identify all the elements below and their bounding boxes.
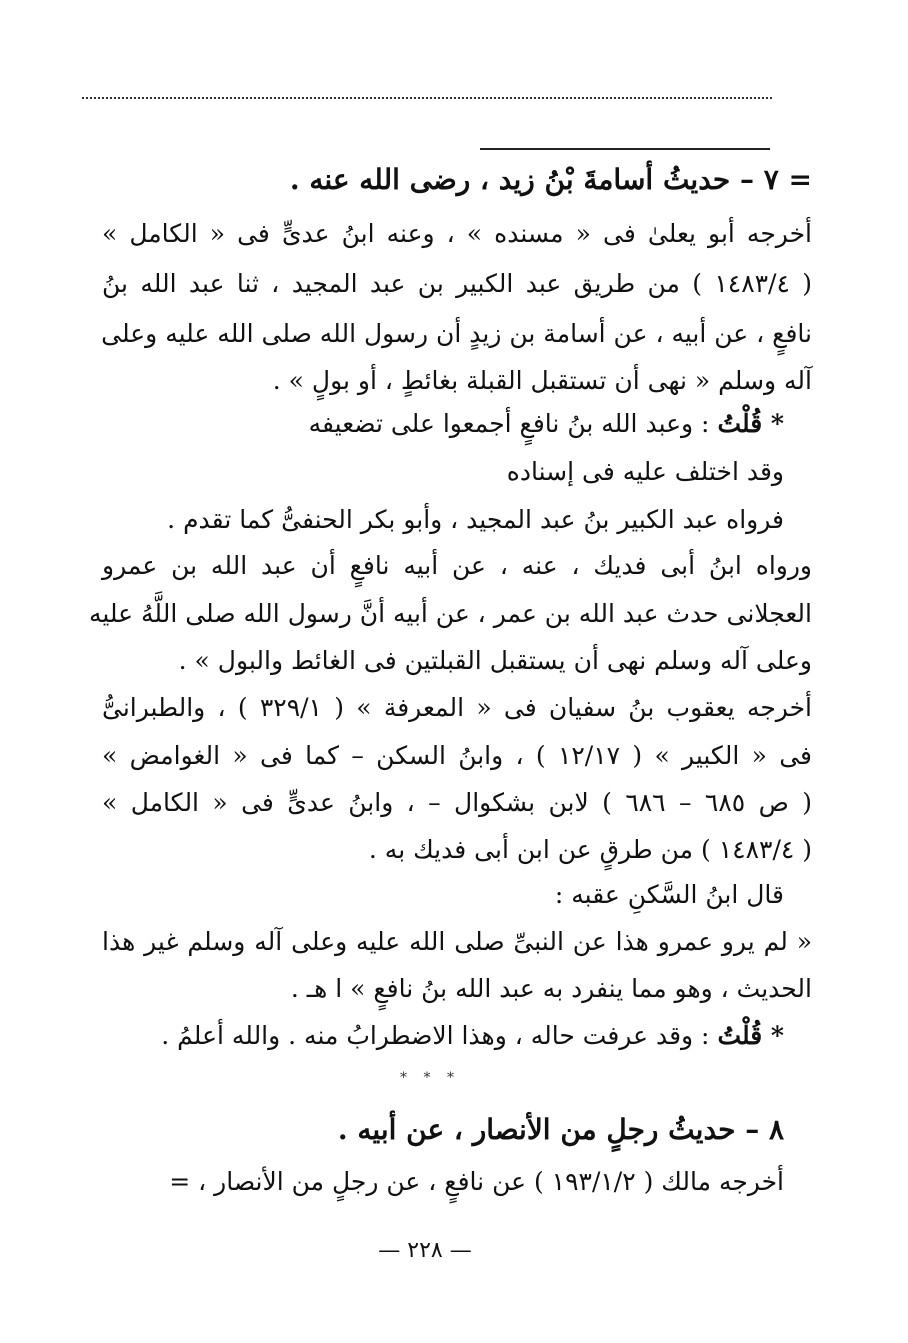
section-7-heading: = ٧ – حديثُ أسامةَ بْنُ زيد ، رضى الله عنه .	[289, 163, 812, 196]
section-8-heading: ٨ – حديثُ رجلٍ من الأنصار ، عن أبيه .	[337, 1113, 784, 1146]
text-line: العجلانى حدث عبد الله بن عمر ، عن أبيه أنَّ رسول الله صلى اللَّهُ عليه	[88, 599, 812, 628]
section-separator: * * *	[400, 1070, 460, 1086]
qultu-paragraph-2	[161, 1016, 784, 1056]
qultu-text: : وعبد الله بنُ نافعٍ أجمعوا على تضعيفه	[308, 409, 710, 438]
quote-line: « لم يرو عمرو هذا عن النبىِّ صلى الله عليه وعلى آله وسلم غير هذا	[102, 927, 812, 956]
text-line: فى « الكبير » ( ١٢/١٧ ) ، وابنُ السكن – كما فى « الغوامض »	[102, 741, 812, 770]
text-line: أخرجه أبو يعلىٰ فى « مسنده » ، وعنه ابنُ عدىٍّ فى « الكامل »	[102, 219, 812, 248]
page-number: — ٢٢٨ —	[378, 1238, 472, 1263]
qultu-text: : وقد عرفت حاله ، وهذا الاضطرابُ منه . والله أعلمُ .	[161, 1021, 710, 1050]
text-line: ( ١٤٨٣/٤ ) من طرقٍ عن ابن أبى فديك به .	[368, 835, 812, 864]
footnote-separator-rule	[480, 148, 770, 150]
text-line: ( ص ٦٨٥ – ٦٨٦ ) لابن بشكوال – ، وابنُ عدىٍّ فى « الكامل »	[102, 788, 812, 817]
text-line: قال ابنُ السَّكنِ عقبه :	[554, 880, 784, 909]
text-line: نافعٍ ، عن أبيه ، عن أسامة بن زيدٍ أن رسول الله صلى الله عليه وعلى	[101, 319, 812, 348]
qultu-marker: * قُلْتُ	[717, 409, 784, 438]
text-line: ( ١٤٨٣/٤ ) من طريق عبد الكبير بن عبد المجيد ، ثنا عبد الله بنُ	[102, 269, 813, 298]
text-line: آله وسلم « نهى أن تستقبل القبلة بغائطٍ ، أو بولٍ » .	[272, 366, 812, 395]
dotted-header-rule	[82, 97, 772, 99]
quote-line: الحديث ، وهو مما ينفرد به عبد الله بنُ نافعٍ » ا هـ .	[290, 974, 812, 1003]
text-line: أخرجه مالك ( ١٩٣/١/٢ ) عن نافعٍ ، عن رجلٍ من الأنصار ، =	[169, 1167, 784, 1196]
text-line: فرواه عبد الكبير بنُ عبد المجيد ، وأبو بكر الحنفىُّ كما تقدم .	[167, 505, 784, 534]
qultu-paragraph-1	[309, 404, 784, 444]
text-line: أخرجه يعقوب بنُ سفيان فى « المعرفة » ( ٣٢٩/١ ) ، والطبرانىُّ	[102, 693, 812, 722]
text-line: وقد اختلف عليه فى إسناده	[506, 457, 784, 486]
text-line: ورواه ابنُ أبى فديك ، عنه ، عن أبيه نافعٍ أن عبد الله بن عمرو	[102, 551, 812, 580]
text-line: وعلى آله وسلم نهى أن يستقبل القبلتين فى الغائط والبول » .	[178, 646, 812, 675]
qultu-marker: * قُلْتُ	[717, 1021, 784, 1050]
